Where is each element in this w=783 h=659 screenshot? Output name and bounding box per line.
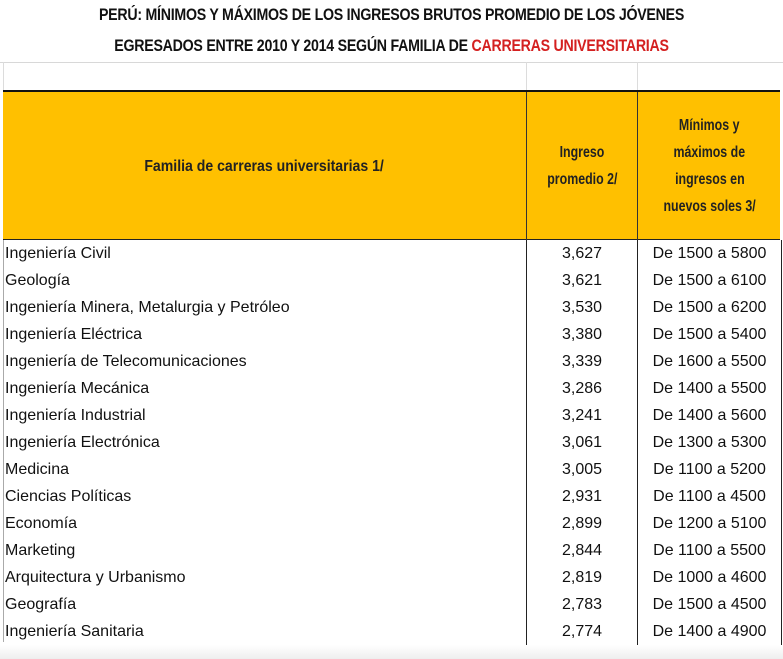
range-cell: De 1100 a 4500 <box>637 483 782 510</box>
range-cell: De 1600 a 5500 <box>637 348 782 375</box>
income-cell: 3,530 <box>526 294 637 321</box>
income-cell: 3,286 <box>526 375 637 402</box>
table-row <box>3 321 780 348</box>
range-cell: De 1500 a 6200 <box>637 294 782 321</box>
gridline-col-c <box>637 62 638 90</box>
header-average-income: Ingreso promedio 2/ <box>526 92 637 240</box>
title-highlight: CARRERAS UNIVERSITARIAS <box>471 37 669 55</box>
table-row <box>3 537 780 564</box>
gridline-col-a <box>3 62 4 90</box>
income-cell: 3,061 <box>526 429 637 456</box>
career-cell: Geología <box>5 272 70 289</box>
range-cell: De 1500 a 4500 <box>637 591 782 618</box>
career-cell: Ciencias Políticas <box>5 488 132 505</box>
income-cell: 2,844 <box>526 537 637 564</box>
gridline-col-b <box>526 62 527 90</box>
table-row <box>3 456 780 483</box>
range-cell: De 1500 a 6100 <box>637 267 782 294</box>
income-cell: 2,931 <box>526 483 637 510</box>
range-cell: De 1400 a 5600 <box>637 402 782 429</box>
table-row <box>3 591 780 618</box>
career-cell: Economía <box>5 515 78 532</box>
table-row <box>3 348 780 375</box>
gridline-left <box>3 240 4 642</box>
page-title-line-1: PERÚ: MÍNIMOS Y MÁXIMOS DE LOS INGRESOS BRUTOS PROMEDIO DE LOS JÓVENES <box>98 6 685 24</box>
page-title-line-2 <box>55 37 728 56</box>
table-row <box>3 240 780 267</box>
table-row <box>3 267 780 294</box>
income-cell: 3,241 <box>526 402 637 429</box>
income-cell: 3,339 <box>526 348 637 375</box>
range-cell: De 1500 a 5400 <box>637 321 782 348</box>
range-cell: De 1400 a 4900 <box>637 618 782 645</box>
title-prefix: EGRESADOS ENTRE 2010 Y 2014 SEGÚN FAMILIA DE <box>114 37 472 55</box>
range-cell: De 1400 a 5500 <box>637 375 782 402</box>
career-cell: Arquitectura y Urbanismo <box>5 569 186 586</box>
income-cell: 2,774 <box>526 618 637 645</box>
page-bottom-edge <box>0 645 783 659</box>
income-cell: 3,621 <box>526 267 637 294</box>
table-row <box>3 375 780 402</box>
table-row <box>3 510 780 537</box>
career-cell: Ingeniería de Telecomunicaciones <box>5 353 247 370</box>
range-cell: De 1100 a 5200 <box>637 456 782 483</box>
income-cell: 2,899 <box>526 510 637 537</box>
career-cell: Ingeniería Minera, Metalurgia y Petróleo <box>5 299 290 316</box>
table-row <box>3 402 780 429</box>
income-cell: 3,005 <box>526 456 637 483</box>
career-cell: Ingeniería Electrónica <box>5 434 160 451</box>
career-cell: Ingeniería Mecánica <box>5 380 150 397</box>
range-cell: De 1300 a 5300 <box>637 429 782 456</box>
table-row <box>3 483 780 510</box>
table-row <box>3 294 780 321</box>
table-row <box>3 618 780 645</box>
career-cell: Ingeniería Industrial <box>5 407 146 424</box>
income-cell: 3,627 <box>526 240 637 267</box>
table-row <box>3 564 780 591</box>
table-header <box>3 90 780 240</box>
range-cell: De 1200 a 5100 <box>637 510 782 537</box>
income-cell: 2,783 <box>526 591 637 618</box>
career-cell: Marketing <box>5 542 76 559</box>
income-cell: 2,819 <box>526 564 637 591</box>
career-cell: Ingeniería Eléctrica <box>5 326 142 343</box>
header-min-max-income: Mínimos y máximos de ingresos en nuevos soles 3/ <box>637 92 781 240</box>
career-cell: Ingeniería Sanitaria <box>5 623 144 640</box>
gridline-top <box>0 62 783 63</box>
career-cell: Ingeniería Civil <box>5 245 111 262</box>
table-body <box>3 240 780 645</box>
career-cell: Medicina <box>5 461 70 478</box>
career-cell: Geografía <box>5 596 77 613</box>
range-cell: De 1100 a 5500 <box>637 537 782 564</box>
income-cell: 3,380 <box>526 321 637 348</box>
header-career-family: Familia de carreras universitarias 1/ <box>144 157 385 175</box>
range-cell: De 1000 a 4600 <box>637 564 782 591</box>
table-row <box>3 429 780 456</box>
range-cell: De 1500 a 5800 <box>637 240 782 267</box>
